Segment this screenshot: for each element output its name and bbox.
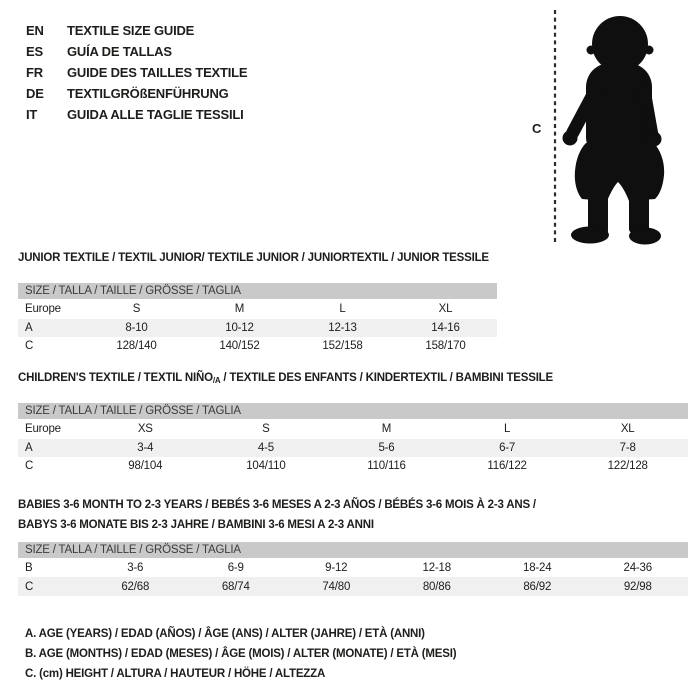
toddler-silhouette-icon (528, 5, 694, 247)
row-label: Europe (25, 423, 61, 435)
table-row-months (18, 558, 688, 577)
babies-title-line1: BABIES 3-6 MONTH TO 2-3 YEARS / BEBÉS 3-6 MESES A 2-3 AÑOS / BÉBÉS 3-6 MOIS À 2-3 ANS / (18, 499, 536, 511)
table-row-age (18, 319, 497, 337)
babies-size-table (18, 542, 688, 596)
table-row-europe (18, 419, 688, 439)
height-cell: 158/170 (425, 340, 466, 352)
height-cell: 116/122 (487, 460, 527, 472)
age-cell: 5-6 (378, 442, 395, 454)
age-cell: 3-4 (137, 442, 154, 454)
language-label: GUÍA DE TALLAS (67, 44, 172, 59)
height-cell: 104/110 (246, 460, 286, 472)
height-cell: 152/158 (322, 340, 363, 352)
age-cell: 10-12 (225, 322, 254, 334)
months-cell: 12-18 (422, 561, 451, 574)
height-cell: 98/104 (128, 460, 163, 472)
row-label: A (25, 322, 33, 334)
language-label: GUIDA ALLE TAGLIE TESSILI (67, 107, 244, 122)
age-cell: 6-7 (499, 442, 516, 454)
height-cell: 86/92 (523, 580, 552, 593)
language-label: TEXTILE SIZE GUIDE (67, 23, 195, 38)
age-cell: 7-8 (619, 442, 636, 454)
height-measure-label: C (532, 121, 542, 136)
language-code: DE (26, 86, 44, 101)
language-row-es (26, 41, 247, 62)
size-header-bar: SIZE / TALLA / TAILLE / GRÖSSE / TAGLIA (18, 403, 688, 419)
size-cell: M (381, 423, 392, 435)
junior-size-table (18, 283, 497, 355)
table-row-age (18, 439, 688, 457)
row-label: Europe (25, 303, 61, 315)
height-cell: 68/74 (221, 580, 250, 593)
table-row-height (18, 457, 688, 475)
language-code: ES (26, 44, 43, 59)
size-cell: L (339, 303, 346, 315)
table-row-europe (18, 299, 497, 319)
size-cell: M (234, 303, 245, 315)
language-code: EN (26, 23, 44, 38)
size-cell: XS (137, 423, 153, 435)
height-cell: 140/152 (219, 340, 260, 352)
language-code: FR (26, 65, 43, 80)
measurement-figure (528, 5, 694, 247)
age-cell: 14-16 (431, 322, 460, 334)
age-cell: 4-5 (257, 442, 274, 454)
table-row-height (18, 337, 497, 355)
babies-table-title (18, 495, 536, 535)
footnotes (25, 624, 456, 684)
table-row-height (18, 577, 688, 596)
size-cell: XL (620, 423, 635, 435)
height-cell: 74/80 (322, 580, 351, 593)
children-title-prefix: CHILDREN'S TEXTILE / TEXTIL NIÑO (18, 372, 213, 384)
language-row-fr (26, 62, 247, 83)
junior-table-title: JUNIOR TEXTILE / TEXTIL JUNIOR/ TEXTILE JUNIOR / JUNIORTEXTIL / JUNIOR TESSILE (18, 252, 489, 264)
months-cell: 6-9 (227, 561, 244, 574)
language-label: TEXTILGRÖßENFÜHRUNG (67, 86, 229, 101)
size-cell: XL (438, 303, 453, 315)
language-row-it (26, 104, 247, 125)
height-cell: 122/128 (607, 460, 648, 472)
row-label: C (25, 460, 34, 472)
height-cell: 80/86 (422, 580, 451, 593)
height-cell: 128/140 (116, 340, 157, 352)
children-table-title (18, 372, 553, 385)
size-header-bar: SIZE / TALLA / TAILLE / GRÖSSE / TAGLIA (18, 542, 688, 558)
language-code: IT (26, 107, 38, 122)
children-title-suffix: / TEXTILE DES ENFANTS / KINDERTEXTIL / BAMBINI TESSILE (220, 372, 553, 384)
size-cell: S (262, 423, 270, 435)
footnote-a: A. AGE (YEARS) / EDAD (AÑOS) / ÂGE (ANS) / ALTER (JAHRE) / ETÀ (ANNI) (25, 628, 425, 640)
language-row-en (26, 20, 247, 41)
months-cell: 9-12 (325, 561, 348, 574)
height-cell: 62/68 (121, 580, 150, 593)
height-cell: 110/116 (367, 460, 406, 472)
size-cell: S (132, 303, 141, 315)
children-size-table (18, 403, 688, 475)
language-row-de (26, 83, 247, 104)
row-label: C (25, 340, 34, 352)
height-cell: 92/98 (623, 580, 652, 593)
toddler-silhouette-shape (563, 16, 665, 245)
age-cell: 8-10 (125, 322, 148, 334)
children-title-sub: /A (212, 376, 221, 385)
language-list (26, 20, 247, 125)
language-label: GUIDE DES TAILLES TEXTILE (67, 65, 248, 80)
footnote-c: C. (cm) HEIGHT / ALTURA / HAUTEUR / HÖHE / ALTEZZA (25, 668, 326, 680)
months-cell: 24-36 (623, 561, 652, 574)
size-cell: L (503, 423, 511, 435)
row-label: C (25, 580, 34, 593)
babies-title-line2: BABYS 3-6 MONATE BIS 2-3 JAHRE / BAMBINI 3-6 MESI A 2-3 ANNI (18, 519, 374, 531)
months-cell: 3-6 (127, 561, 144, 574)
row-label: B (25, 561, 33, 574)
age-cell: 12-13 (328, 322, 357, 334)
row-label: A (25, 442, 33, 454)
months-cell: 18-24 (523, 561, 552, 574)
footnote-b: B. AGE (MONTHS) / EDAD (MESES) / ÂGE (MOIS) / ALTER (MONATE) / ETÀ (MESI) (25, 648, 457, 660)
size-header-bar: SIZE / TALLA / TAILLE / GRÖSSE / TAGLIA (18, 283, 497, 299)
